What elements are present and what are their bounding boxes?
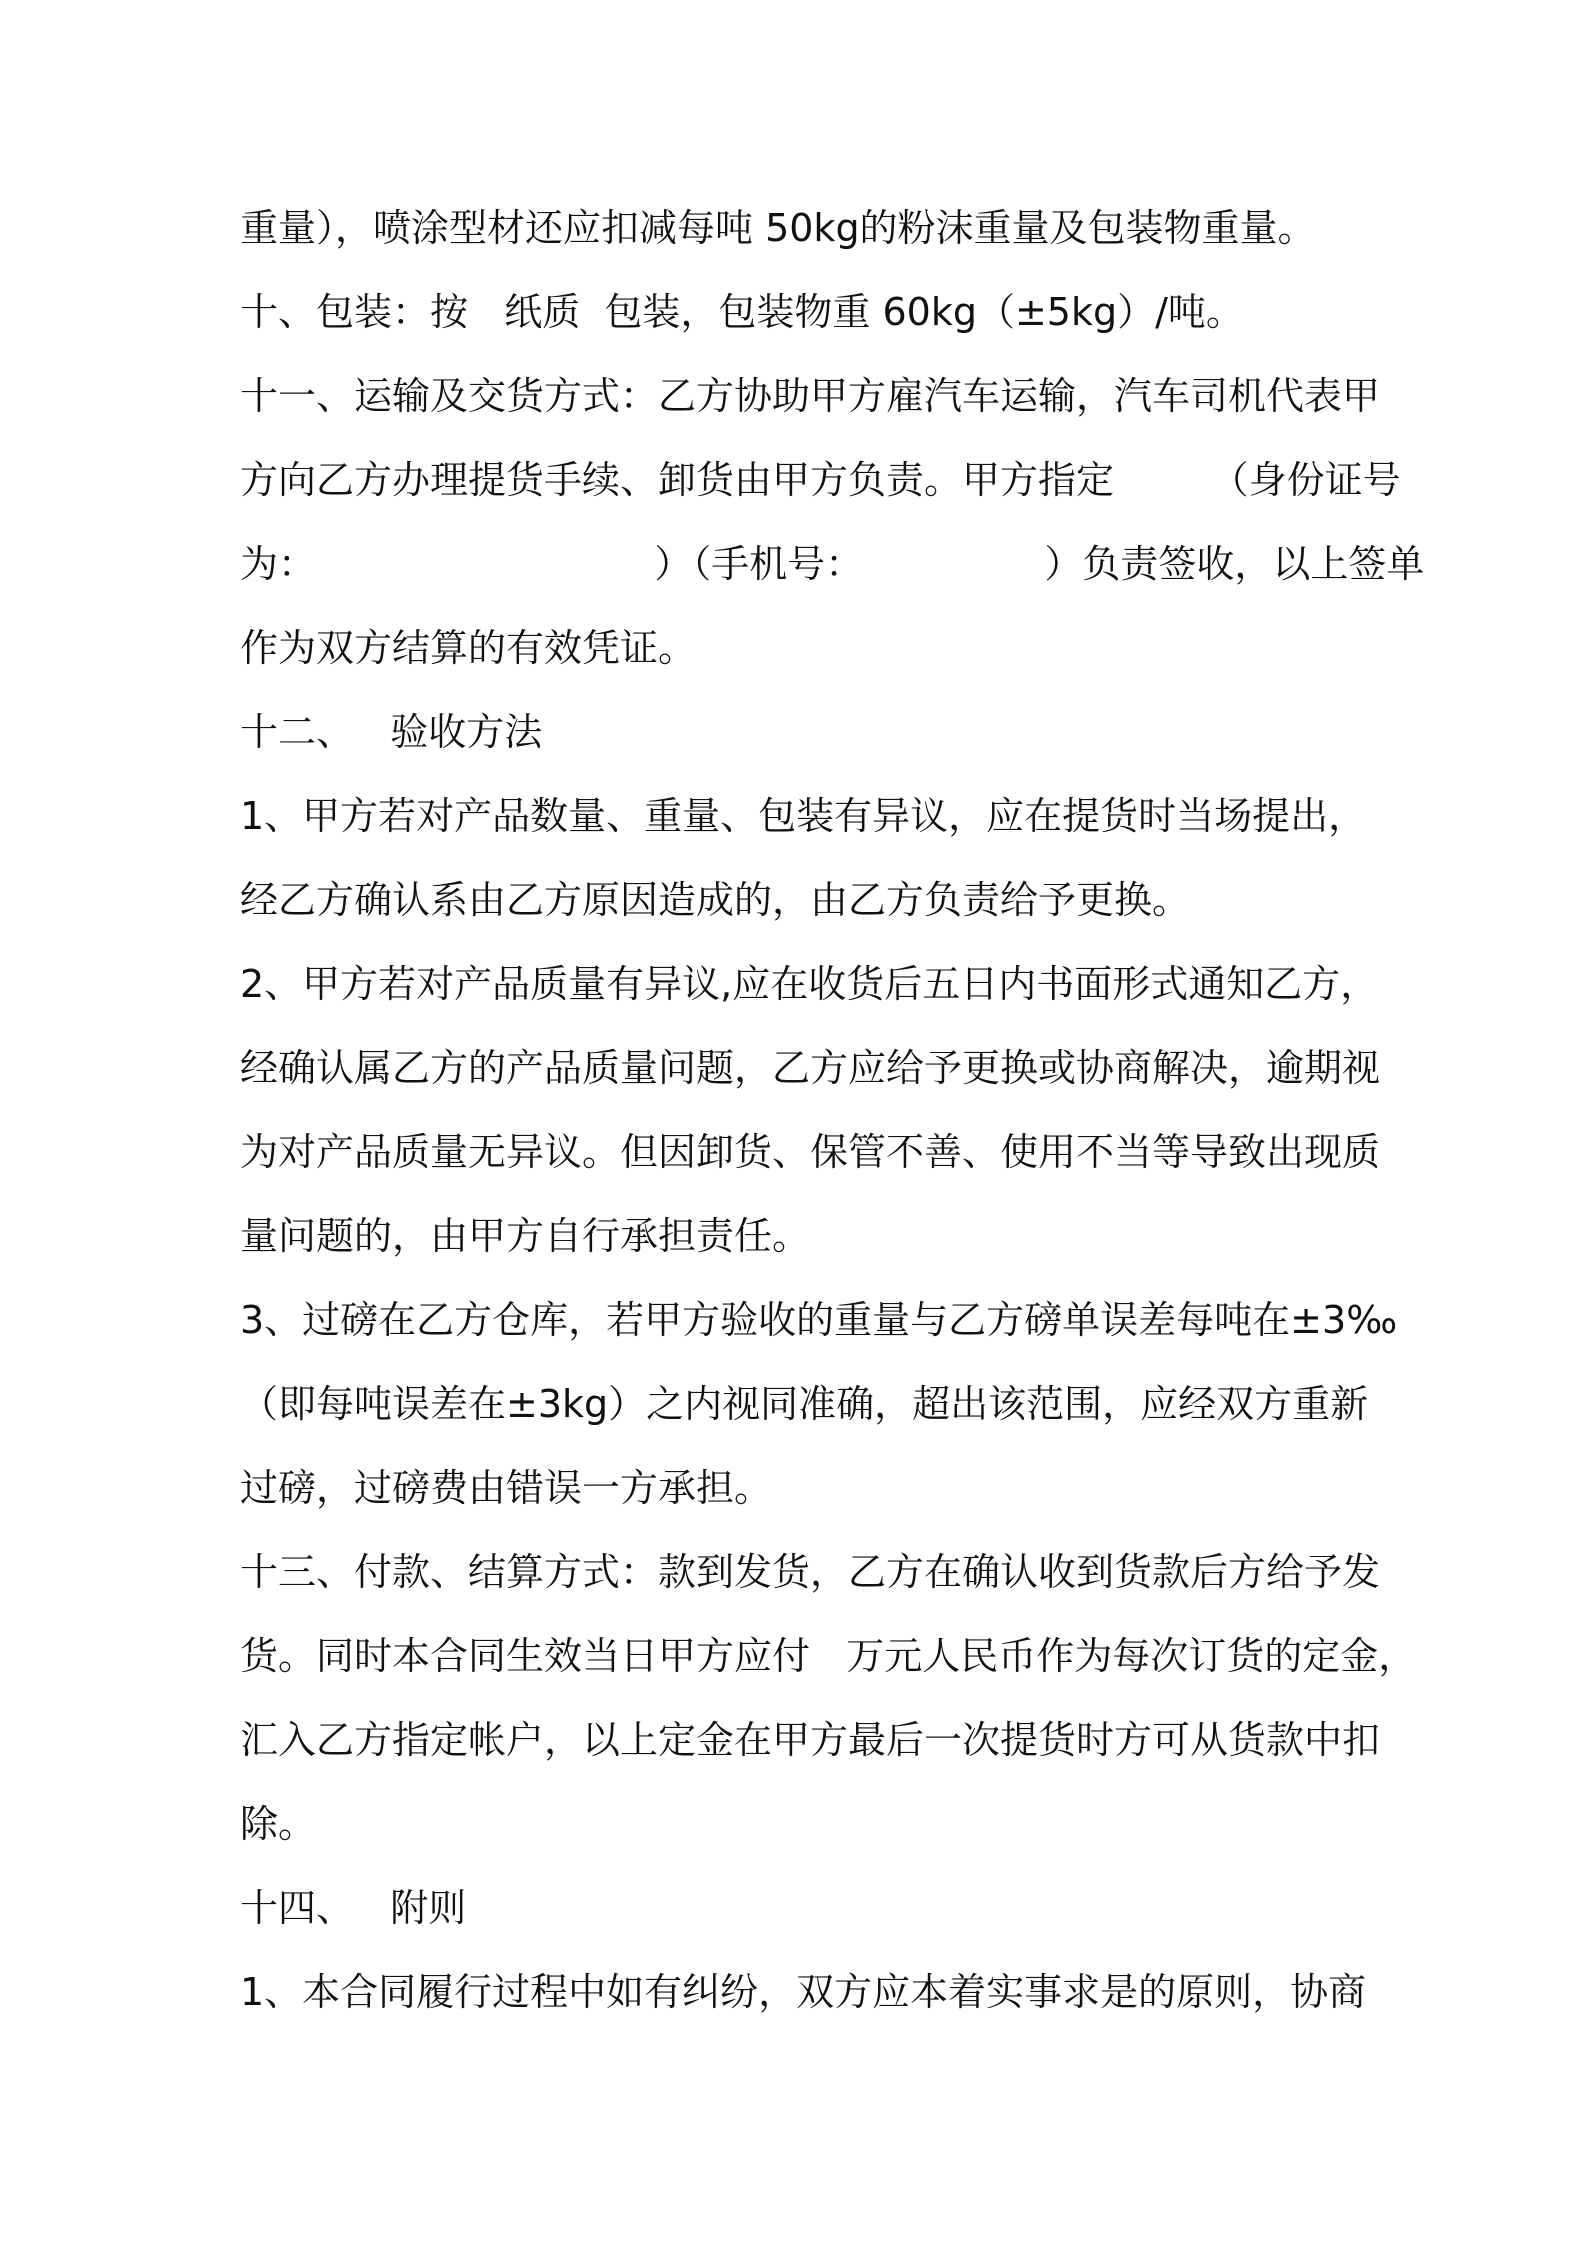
text-line: 经乙方确认系由乙方原因造成的，由乙方负责给予更换。 [240, 878, 1191, 922]
text-line: 1、甲方若对产品数量、重量、包装有异议，应在提货时当场提出， [240, 794, 1367, 838]
text-line: 十、包装：按 纸质 包装，包装物重 60kg（±5kg）/吨。 [240, 290, 1244, 334]
text-line: 十一、运输及交货方式：乙方协助甲方雇汽车运输，汽车司机代表甲 [240, 374, 1381, 418]
text-line: 除。 [240, 1802, 317, 1846]
text-line: 方向乙方办理提货手续、卸货由甲方负责。甲方指定 （身份证号 [240, 458, 1401, 502]
text-line: 货。同时本合同生效当日甲方应付 万元人民币作为每次订货的定金， [240, 1634, 1417, 1678]
text-line: 十三、付款、结算方式：款到发货，乙方在确认收到货款后方给予发 [240, 1550, 1381, 1594]
text-line: 重量），喷涂型材还应扣减每吨 50kg的粉沫重量及包装物重量。 [240, 206, 1316, 250]
text-line: 为对产品质量无异议。但因卸货、保管不善、使用不当等导致出现质 [240, 1130, 1381, 1174]
text-line: （即每吨误差在±3kg）之内视同准确，超出该范围，应经双方重新 [240, 1382, 1369, 1426]
text-line: 过磅，过磅费由错误一方承担。 [240, 1466, 773, 1510]
section-heading: 十四、 附则 [240, 1886, 467, 1930]
text-line: 3、过磅在乙方仓库，若甲方验收的重量与乙方磅单误差每吨在±3‰ [240, 1298, 1398, 1342]
text-line: 2、甲方若对产品质量有异议,应在收货后五日内书面形式通知乙方， [240, 962, 1379, 1006]
text-line: 作为双方结算的有效凭证。 [240, 626, 697, 670]
text-line: 经确认属乙方的产品质量问题，乙方应给予更换或协商解决，逾期视 [240, 1046, 1381, 1090]
text-line: 1、本合同履行过程中如有纠纷，双方应本着实事求是的原则，协商 [240, 1970, 1367, 2014]
text-line: 量问题的，由甲方自行承担责任。 [240, 1214, 811, 1258]
text-line: 为： ）（手机号： ）负责签收，以上签单 [240, 542, 1425, 586]
section-heading: 十二、 验收方法 [240, 710, 543, 754]
text-line: 汇入乙方指定帐户，以上定金在甲方最后一次提货时方可从货款中扣 [240, 1718, 1381, 1762]
